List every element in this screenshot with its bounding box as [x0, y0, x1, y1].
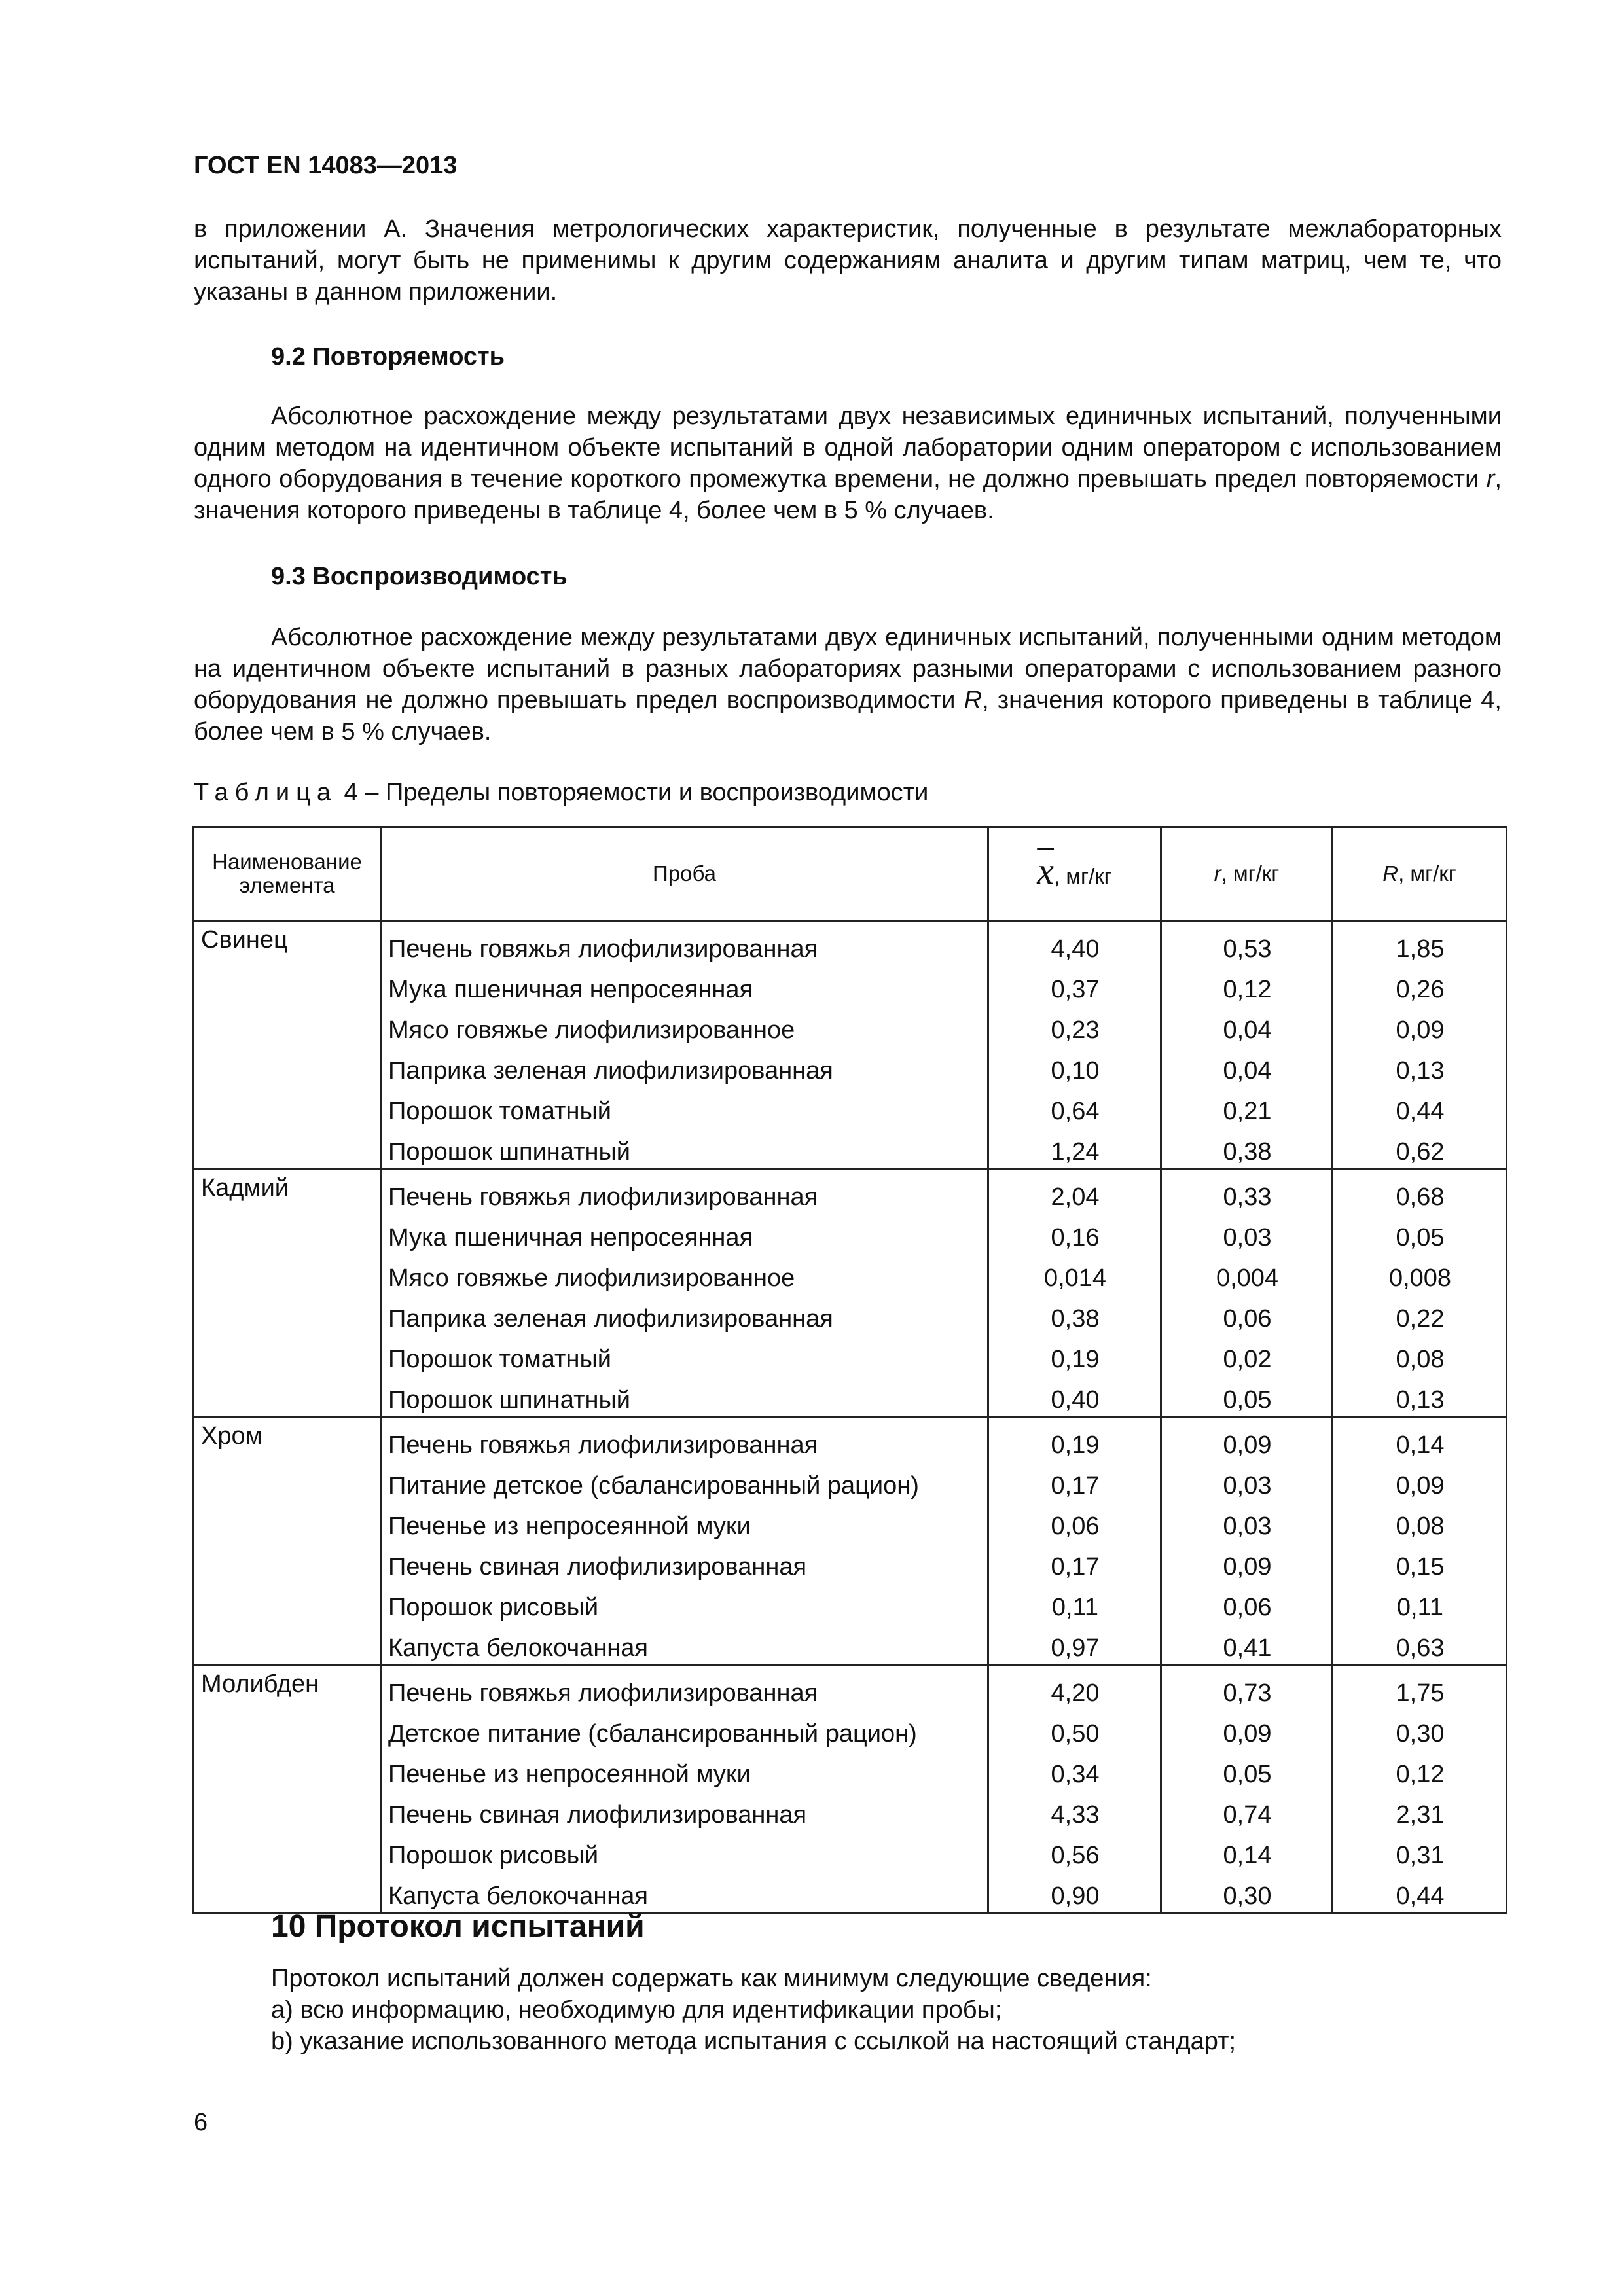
R-cell: 0,11 [1333, 1583, 1507, 1623]
table-row [194, 1831, 1507, 1871]
header-mean-unit: , мг/кг [1054, 864, 1112, 888]
intro-paragraph: в приложении А. Значения метрологических характеристик, полученные в результате межлабораторных испытаний, могут быть не применимы к другим содержаниям аналита и другим типам матриц, чем те, что указаны в данном приложении. [194, 215, 1502, 306]
element-cell [194, 1501, 381, 1542]
r-cell: 0,21 [1161, 1086, 1333, 1127]
R-cell: 0,44 [1333, 1086, 1507, 1127]
table-row [194, 1086, 1507, 1127]
mean-cell: 0,40 [988, 1375, 1161, 1417]
r-cell: 0,06 [1161, 1294, 1333, 1335]
mean-cell: 1,24 [988, 1127, 1161, 1169]
element-cell [194, 1086, 381, 1127]
R-cell: 1,85 [1333, 921, 1507, 965]
table-caption [194, 779, 928, 807]
mean-cell: 0,23 [988, 1005, 1161, 1046]
header-R-symbol: R [1382, 861, 1399, 886]
header-r-symbol: r [1214, 861, 1221, 886]
R-cell: 0,22 [1333, 1294, 1507, 1335]
sample-cell: Печенье из непросеянной муки [381, 1749, 988, 1790]
r-cell: 0,09 [1161, 1417, 1333, 1462]
R-cell: 0,30 [1333, 1709, 1507, 1749]
sample-cell: Паприка зеленая лиофилизированная [381, 1294, 988, 1335]
sample-cell: Печень свиная лиофилизированная [381, 1790, 988, 1831]
element-cell [194, 1127, 381, 1169]
sample-cell: Печень свиная лиофилизированная [381, 1542, 988, 1583]
section-9-2-text-after: , значения которого приведены в таблице 4, более чем в 5 % случаев. [194, 465, 1502, 524]
r-cell: 0,74 [1161, 1790, 1333, 1831]
table-row [194, 1583, 1507, 1623]
mean-cell: 0,16 [988, 1213, 1161, 1253]
mean-cell: 0,38 [988, 1294, 1161, 1335]
R-cell: 0,15 [1333, 1542, 1507, 1583]
sample-cell: Детское питание (сбалансированный рацион) [381, 1709, 988, 1749]
r-cell: 0,33 [1161, 1169, 1333, 1213]
r-cell: 0,02 [1161, 1335, 1333, 1375]
section-9-2-text-before: Абсолютное расхождение между результатами двух независимых единичных испытаний, полученными одним методом на идентичном объекте испытаний в одной лаборатории одним оператором с использованием одного оборудования в течение короткого промежутка времени, не должно превышать предел повторяемости [194, 403, 1502, 493]
R-cell: 0,44 [1333, 1871, 1507, 1913]
element-cell [194, 965, 381, 1005]
R-cell: 0,13 [1333, 1046, 1507, 1086]
r-cell: 0,41 [1161, 1623, 1333, 1665]
table-row [194, 1127, 1507, 1169]
r-cell: 0,05 [1161, 1375, 1333, 1417]
element-cell [194, 1623, 381, 1665]
mean-cell: 0,50 [988, 1709, 1161, 1749]
sample-cell: Порошок рисовый [381, 1831, 988, 1871]
R-cell: 0,09 [1333, 1005, 1507, 1046]
page-number: 6 [194, 2109, 208, 2136]
element-cell [194, 1749, 381, 1790]
header-element: Наименование элемента [194, 827, 381, 921]
r-cell: 0,30 [1161, 1871, 1333, 1913]
r-cell: 0,03 [1161, 1213, 1333, 1253]
r-cell: 0,12 [1161, 965, 1333, 1005]
R-cell: 0,62 [1333, 1127, 1507, 1169]
section-10-title: 10 Протокол испытаний [271, 1909, 645, 1944]
sample-cell: Печенье из непросеянной муки [381, 1501, 988, 1542]
element-cell [194, 1253, 381, 1294]
element-cell [194, 1461, 381, 1501]
r-cell: 0,04 [1161, 1046, 1333, 1086]
table-row [194, 1046, 1507, 1086]
element-cell [194, 1790, 381, 1831]
mean-cell: 0,19 [988, 1335, 1161, 1375]
r-cell: 0,05 [1161, 1749, 1333, 1790]
section-9-3-text-before: Абсолютное расхождение между результатами двух единичных испытаний, полученными одним методом на идентичном объекте испытаний в разных лабораториях разными операторами с использованием разного оборудования не должно превышать предел воспроизводимости [194, 624, 1502, 714]
table-row [194, 1665, 1507, 1710]
sample-cell: Порошок шпинатный [381, 1375, 988, 1417]
header-R [1333, 827, 1507, 921]
sample-cell: Печень говяжья лиофилизированная [381, 1169, 988, 1213]
mean-cell: 0,014 [988, 1253, 1161, 1294]
table-row [194, 1005, 1507, 1046]
R-cell: 0,63 [1333, 1623, 1507, 1665]
mean-cell: 0,56 [988, 1831, 1161, 1871]
sample-cell: Капуста белокочанная [381, 1871, 988, 1913]
mean-cell: 0,17 [988, 1461, 1161, 1501]
table-caption-number: 4 – [337, 779, 386, 806]
sample-cell: Паприка зеленая лиофилизированная [381, 1046, 988, 1086]
R-cell: 0,68 [1333, 1169, 1507, 1213]
r-cell: 0,004 [1161, 1253, 1333, 1294]
mean-cell: 0,34 [988, 1749, 1161, 1790]
table-row [194, 1169, 1507, 1213]
element-cell [194, 1583, 381, 1623]
sample-cell: Порошок томатный [381, 1086, 988, 1127]
mean-cell: 0,90 [988, 1871, 1161, 1913]
table-caption-title: Пределы повторяемости и воспроизводимости [385, 779, 929, 806]
section-9-2-title: 9.2 Повторяемость [271, 343, 505, 370]
table-row [194, 1749, 1507, 1790]
element-cell: Хром [194, 1417, 381, 1462]
mean-cell: 0,11 [988, 1583, 1161, 1623]
table-row [194, 1623, 1507, 1665]
element-cell: Свинец [194, 921, 381, 965]
table-row [194, 1253, 1507, 1294]
sample-cell: Порошок томатный [381, 1335, 988, 1375]
mean-cell: 0,10 [988, 1046, 1161, 1086]
r-cell: 0,04 [1161, 1005, 1333, 1046]
mean-cell: 4,20 [988, 1665, 1161, 1710]
sample-cell: Мука пшеничная непросеянная [381, 1213, 988, 1253]
table-row [194, 1501, 1507, 1542]
header-r-unit: , мг/кг [1221, 861, 1280, 886]
mean-cell: 0,37 [988, 965, 1161, 1005]
table-row [194, 1335, 1507, 1375]
R-cell: 0,09 [1333, 1461, 1507, 1501]
sample-cell: Мясо говяжье лиофилизированное [381, 1005, 988, 1046]
element-cell [194, 1871, 381, 1913]
r-cell: 0,73 [1161, 1665, 1333, 1710]
R-cell: 0,26 [1333, 965, 1507, 1005]
header-sample: Проба [381, 827, 988, 921]
sample-cell: Капуста белокочанная [381, 1623, 988, 1665]
element-cell [194, 1294, 381, 1335]
R-cell: 1,75 [1333, 1665, 1507, 1710]
table-body [194, 921, 1507, 1913]
R-cell: 2,31 [1333, 1790, 1507, 1831]
r-cell: 0,03 [1161, 1461, 1333, 1501]
R-cell: 0,08 [1333, 1501, 1507, 1542]
section-10-item-a: а) всю информацию, необходимую для идентификации пробы; [271, 1996, 1002, 2024]
element-cell [194, 1709, 381, 1749]
table-row [194, 1871, 1507, 1913]
table-row [194, 1294, 1507, 1335]
r-cell: 0,03 [1161, 1501, 1333, 1542]
R-cell: 0,05 [1333, 1213, 1507, 1253]
sample-cell: Порошок шпинатный [381, 1127, 988, 1169]
table-row [194, 921, 1507, 965]
table-caption-label: Таблица [194, 779, 337, 806]
sample-cell: Порошок рисовый [381, 1583, 988, 1623]
R-cell: 0,31 [1333, 1831, 1507, 1871]
sample-cell: Печень говяжья лиофилизированная [381, 1417, 988, 1462]
element-cell [194, 1375, 381, 1417]
mean-cell: 4,40 [988, 921, 1161, 965]
reproducibility-symbol: R [964, 687, 983, 714]
table-row [194, 1709, 1507, 1749]
r-cell: 0,06 [1161, 1583, 1333, 1623]
sample-cell: Печень говяжья лиофилизированная [381, 921, 988, 965]
header-mean [988, 827, 1161, 921]
section-9-3-text [194, 622, 1502, 747]
table-header-row [194, 827, 1507, 921]
element-cell: Молибден [194, 1665, 381, 1710]
R-cell: 0,08 [1333, 1335, 1507, 1375]
element-cell [194, 1831, 381, 1871]
r-cell: 0,09 [1161, 1542, 1333, 1583]
document-header: ГОСТ EN 14083—2013 [194, 152, 458, 179]
section-9-3-title: 9.3 Воспроизводимость [271, 563, 568, 590]
element-cell [194, 1213, 381, 1253]
R-cell: 0,14 [1333, 1417, 1507, 1462]
table-row [194, 1417, 1507, 1462]
mean-cell: 0,97 [988, 1623, 1161, 1665]
header-r [1161, 827, 1333, 921]
table-row [194, 1213, 1507, 1253]
sample-cell: Питание детское (сбалансированный рацион) [381, 1461, 988, 1501]
element-cell [194, 1005, 381, 1046]
table-row [194, 1542, 1507, 1583]
mean-cell: 0,06 [988, 1501, 1161, 1542]
table-row [194, 1790, 1507, 1831]
section-10-item-b: b) указание использованного метода испытания с ссылкой на настоящий стандарт; [271, 2028, 1236, 2055]
r-cell: 0,38 [1161, 1127, 1333, 1169]
mean-symbol: $\overline{x}$ [1037, 850, 1055, 892]
section-10-intro: Протокол испытаний должен содержать как минимум следующие сведения: [271, 1965, 1152, 1992]
mean-cell: 0,64 [988, 1086, 1161, 1127]
element-cell [194, 1542, 381, 1583]
element-cell [194, 1335, 381, 1375]
limits-table [192, 826, 1507, 1914]
repeatability-symbol: r [1486, 465, 1495, 493]
header-R-unit: , мг/кг [1398, 861, 1456, 886]
element-cell [194, 1046, 381, 1086]
table-row [194, 965, 1507, 1005]
r-cell: 0,53 [1161, 921, 1333, 965]
sample-cell: Мясо говяжье лиофилизированное [381, 1253, 988, 1294]
mean-cell: 4,33 [988, 1790, 1161, 1831]
R-cell: 0,008 [1333, 1253, 1507, 1294]
table-row [194, 1461, 1507, 1501]
section-9-3-text-after: , значения которого приведены в таблице 4, более чем в 5 % случаев. [194, 687, 1502, 745]
R-cell: 0,13 [1333, 1375, 1507, 1417]
mean-cell: 0,17 [988, 1542, 1161, 1583]
R-cell: 0,12 [1333, 1749, 1507, 1790]
r-cell: 0,14 [1161, 1831, 1333, 1871]
element-cell: Кадмий [194, 1169, 381, 1213]
section-9-2-text [194, 401, 1502, 526]
table-row [194, 1375, 1507, 1417]
sample-cell: Мука пшеничная непросеянная [381, 965, 988, 1005]
mean-cell: 2,04 [988, 1169, 1161, 1213]
r-cell: 0,09 [1161, 1709, 1333, 1749]
mean-cell: 0,19 [988, 1417, 1161, 1462]
sample-cell: Печень говяжья лиофилизированная [381, 1665, 988, 1710]
